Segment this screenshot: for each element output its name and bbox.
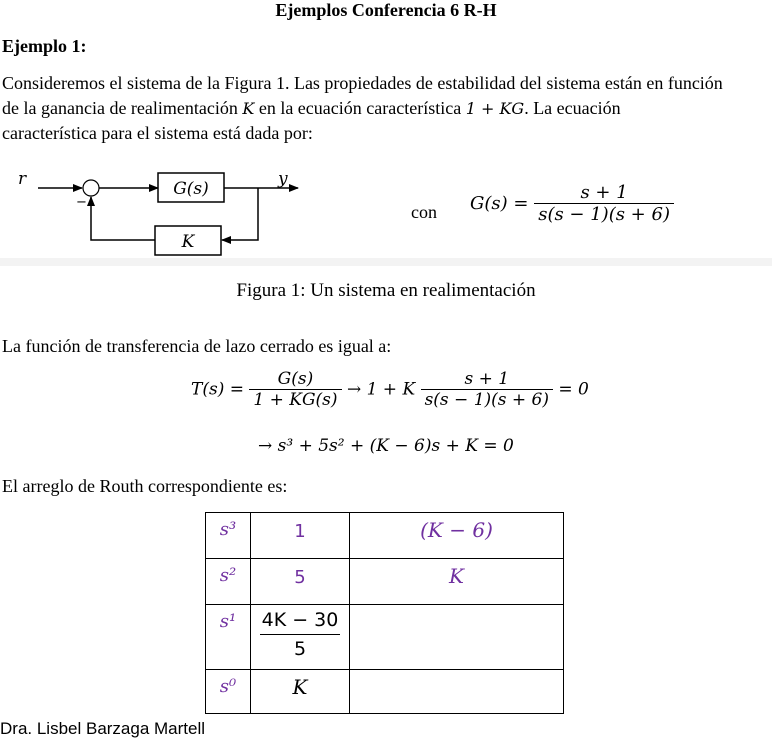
routh-s1-denominator: 5 (260, 634, 341, 660)
routh-s1-col1 (251, 605, 350, 670)
routh-label-s3: s³ (206, 513, 251, 559)
closed-loop-fraction (249, 369, 341, 410)
transfer-function-fraction (534, 182, 674, 225)
plant-block-label: G(s) (173, 179, 209, 199)
routh-s1-fraction (260, 609, 341, 660)
routh-table (205, 512, 564, 714)
routh-row-s3 (206, 513, 564, 559)
intro-paragraph (2, 71, 772, 146)
loop-fraction (421, 369, 553, 410)
intro-line-1: Consideremos el sistema de la Figura 1. Las propiedades de estabilidad del sistema están en función (2, 73, 723, 93)
equation-rhs: = 0 (558, 379, 589, 400)
feedback-return-path (91, 197, 155, 240)
routh-label-s2: s² (206, 559, 251, 605)
author-footer: Dra. Lisbel Barzaga Martell (0, 719, 206, 738)
routh-s0-col2 (350, 670, 564, 714)
closed-loop-equation (191, 369, 589, 410)
routh-s1-numerator: 4K − 30 (261, 609, 339, 631)
loop-denominator: s(s − 1)(s + 6) (421, 389, 553, 410)
intro-line-2: de la ganancia de realimentación K en la ecuación característica 1 + KG. La ecuación (2, 98, 621, 118)
feedback-block-diagram (0, 160, 310, 265)
characteristic-polynomial: → s³ + 5s² + (K − 6)s + K = 0 (258, 436, 514, 456)
closed-loop-intro: La función de transferencia de lazo cerrado es igual a: (2, 336, 392, 356)
closed-loop-denominator: 1 + KG(s) (249, 389, 341, 410)
gain-block-label: K (181, 232, 195, 252)
transfer-function-denominator: s(s − 1)(s + 6) (534, 203, 674, 225)
con-label: con (411, 202, 437, 222)
document-title: Ejemplos Conferencia 6 R-H (275, 0, 497, 20)
loop-numerator: s + 1 (464, 369, 510, 389)
equation-middle: → 1 + K (346, 379, 416, 400)
routh-label-s1: s¹ (206, 605, 251, 670)
figure-caption: Figura 1: Un sistema en realimentación (236, 280, 536, 301)
routh-s0-col1: K (251, 670, 350, 714)
characteristic-expression: 1 + KG (465, 99, 525, 118)
routh-s3-col2: (K − 6) (350, 513, 564, 559)
feedback-path (222, 188, 258, 240)
routh-s2-col1: 5 (251, 559, 350, 605)
transfer-function-lhs: G(s) = (470, 193, 529, 214)
figure-background-strip (0, 258, 772, 266)
closed-loop-numerator: G(s) (277, 369, 314, 389)
routh-s3-col1: 1 (251, 513, 350, 559)
transfer-function-numerator: s + 1 (580, 182, 628, 203)
example-heading: Ejemplo 1: (2, 36, 87, 56)
routh-intro: El arreglo de Routh correspondiente es: (2, 476, 288, 496)
gain-symbol: K (242, 99, 255, 118)
routh-label-s0: s⁰ (206, 670, 251, 714)
routh-row-s0 (206, 670, 564, 714)
summing-junction (83, 180, 99, 196)
routh-row-s2 (206, 559, 564, 605)
routh-s2-col2: K (350, 559, 564, 605)
routh-s1-col2 (350, 605, 564, 670)
routh-row-s1 (206, 605, 564, 670)
input-signal-label: r (18, 169, 27, 189)
equation-lhs: T(s) = (191, 379, 244, 400)
minus-sign: − (76, 195, 87, 210)
transfer-function-definition (470, 182, 674, 225)
output-signal-label: y (278, 169, 288, 189)
intro-line-3: característica para el sistema está dada por: (2, 123, 313, 143)
